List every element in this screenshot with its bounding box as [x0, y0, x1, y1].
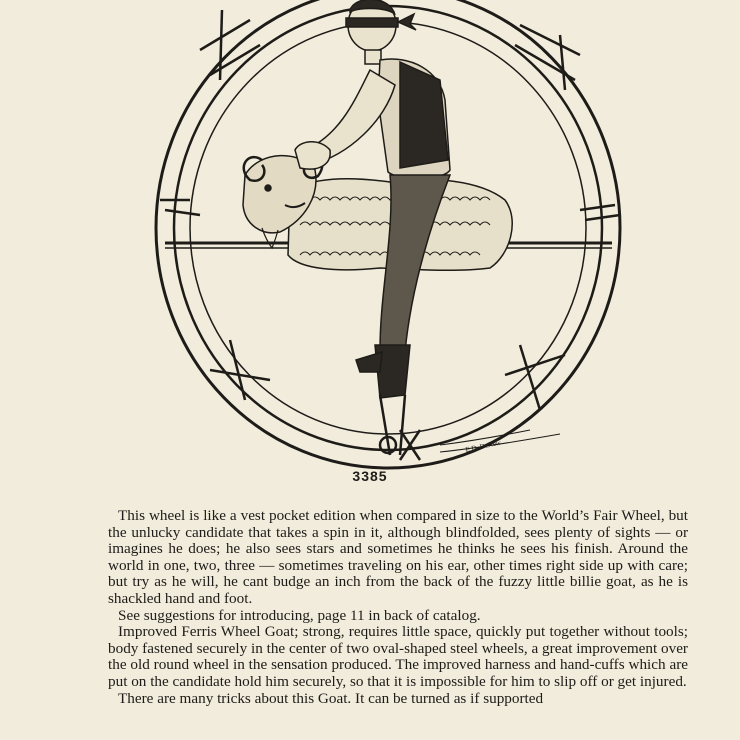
engraver-signature: E.D. DeNew — [464, 438, 502, 454]
description-text — [108, 508, 688, 707]
goat — [243, 153, 512, 270]
paragraph-improved-goat: Improved Ferris Wheel Goat; strong, requires little space, quickly put together without tools; body fastened securely in the center of two oval-shaped steel wheels, a great improvement over the old round wheel in the sensation produced. The improved harness and hand-cuffs which are put on the candidate hold him securely, so that it is impossible for him to slip off or get injured. — [108, 623, 688, 690]
figure-number: 3385 — [352, 468, 388, 484]
paragraph-tricks: There are many tricks about this Goat. It can be turned as if supported — [118, 689, 544, 707]
paragraph-intro: This wheel is like a vest pocket edition when compared in size to the World’s Fair Wheel, but the unlucky candidate that takes a spin in it, although blindfolded, sees plenty of sights — or imagines he does; he also sees stars and sometimes he thinks he sees his finish. Around the world in one, two, three — sometimes traveling on his ear, other times right side up with care; but try as he will, he cant budge an inch from the back of the fuzzy little billie goat, as he is shackled hand and foot. — [108, 507, 688, 607]
paragraph-suggestions: See suggestions for introducing, page 11 in back of catalog. — [118, 606, 481, 624]
